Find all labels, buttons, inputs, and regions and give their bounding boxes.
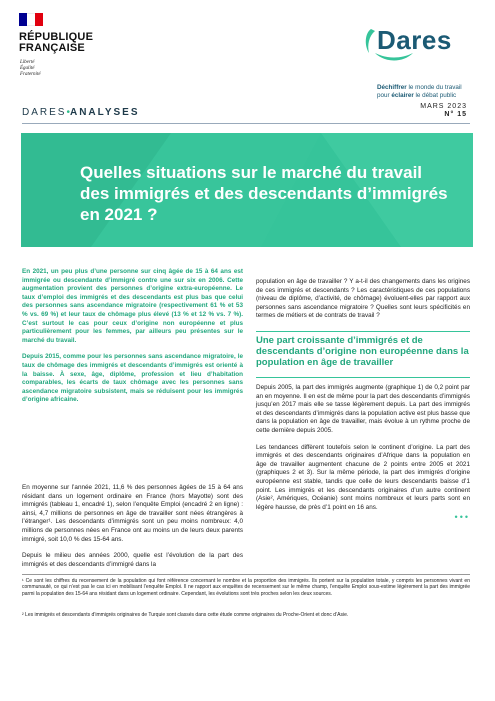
left-body <box>22 484 243 569</box>
republic-motto: Liberté Égalité Fraternité <box>20 60 41 77</box>
tagline-rest-2: le débat public <box>413 92 457 99</box>
flag-white-stripe <box>27 13 35 26</box>
republic-name: RÉPUBLIQUE FRANÇAISE <box>19 31 94 54</box>
series-name-a: DARES <box>22 107 67 118</box>
flag-red-stripe <box>35 13 43 26</box>
section-heading-block <box>256 335 470 368</box>
footnote-divider <box>22 574 470 575</box>
series-name-b: ANALYSES <box>69 107 140 118</box>
document-title: Quelles situations sur le marché du travail des immigrés et des descendants d’immigrés en 2021 ? <box>80 163 448 224</box>
issue-number: N° 15 <box>444 111 467 118</box>
intro-paragraph-1: En 2021, un peu plus d’une personne sur cinq âgée de 15 à 64 ans est immigrée ou descendante d’immigré contre une sur six en 2006. Cette augmentation provient des personnes d’origine extra-européenne. Le taux d’emploi des immigrés et des descendants est plus bas que celui des personnes sans ascendance migratoire (respectivement 61 % et 53 % vs. 69 %) et leur taux de chômage plus élevé (13 % et 12 % vs. 7 %). C’est surtout le cas pour ceux d’origine non européenne et plus particulièrement pour les femmes, par ailleurs peu présentes sur le marché du travail. <box>22 268 243 344</box>
french-flag-logo <box>19 13 43 26</box>
footnote-1: ¹ Ce sont les chiffres du recensement de la population qui font référence concernant le nombre et la proportion des immigrés. Ils portent sur la population totale, y compris les personnes vivant en communauté, ce qui n’est pas le cas ici en mobilisant l’enquête Emploi. Il ne rapport aux enquêtes de recensement sur le même champ, l’enquête Emploi sous-estime légèrement la part des immigrée parmi la population des 15-64 ans résidant dans un logement ordinaire. Cependant, les évolutions sont très proches selon les deux sources. <box>22 578 470 597</box>
header-divider <box>22 123 470 124</box>
footnote-2: ² Les immigrés et descendants d’immigrés originaires de Turquie sont classés dans cette étude comme originaires du Proche-Orient et donc d’Asie. <box>22 612 349 618</box>
left-column <box>22 268 243 405</box>
end-of-section-dots: ••• <box>454 512 470 523</box>
section-divider-top <box>256 331 470 332</box>
tagline-rest-1: le monde du travail <box>406 84 462 91</box>
body-paragraph-1: En moyenne sur l’année 2021, 11,6 % des personnes âgées de 15 à 64 ans résidant dans un logement ordinaire en France (hors Mayotte) sont des immigrés (tableau 1, encadré 1), selon l’enquête Emploi (encadré 2 en ligne) : ainsi, 4,7 millions de personnes en âge de travailler sont nées étrangères à l’étranger¹. Les descendants d’immigrés sont un peu moins nombreux: 4,0 millions de personnes nées en France ont au moins un de leurs deux parents immigré, soit 10,0 % des 15-64 ans. <box>22 484 243 543</box>
body-paragraph-3: population en âge de travailler ? Y a-t-il des changements dans les origines de ces immigrés et descendants ? Les caractéristiques de ces populations (niveau de diplôme, d’activité, de chômage) évoluent-elles par rapport aux personnes sans ascendance migratoire ? Quelles sont leurs spécificités en termes de métiers et de contrats de travail ? <box>256 278 470 320</box>
intro-paragraph-2: Depuis 2015, comme pour les personnes sans ascendance migratoire, le taux de chômage des immigrés et descendants d’immigrés est orienté à la baisse. À sexe, âge, diplôme, profession et lieu d’habitation comparables, les écarts de taux chômage avec les personnes sans ascendance migratoire subsistent, mais se réduisent pour les immigrés d’origine africaine. <box>22 353 243 404</box>
body-paragraph-4: Depuis 2005, la part des immigrés augmente (graphique 1) de 0,2 point par an en moyenne. Il en est de même pour la part des descendants d’immigrés jusqu’en 2017 mais elle se tasse légèrement depuis. La part des immigrés et des descendants d’immigrés dans la population active est plus basse que dans la population en âge de travailler, mais évolue à un rythme proche de cette dernière depuis 2005. <box>256 384 470 434</box>
tagline-bold-1: Déchiffrer <box>377 84 407 91</box>
flag-blue-stripe <box>19 13 27 26</box>
title-banner <box>21 133 473 247</box>
section-divider-bottom <box>256 377 470 378</box>
tagline-pre-2: pour <box>377 92 392 99</box>
body-paragraph-2: Depuis le milieu des années 2000, quelle est l’évolution de la part des immigrés et des descendants d’immigré dans la <box>22 552 243 568</box>
right-body <box>256 384 470 522</box>
series-name <box>22 107 140 118</box>
tagline-bold-2: éclairer <box>391 92 414 99</box>
section-heading: Une part croissante d’immigrés et de descendants d’origine non européenne dans la population en âge de travailler <box>256 335 469 368</box>
issue-date: MARS 2023 <box>420 103 467 110</box>
body-paragraph-5: Les tendances diffèrent toutefois selon le continent d’origine. La part des immigrés et des descendants originaires d’Afrique dans la population en âge de travailler augmentent chacune de 2 points entre 2005 et 2021 (graphiques 2 et 3). Sur la même période, la part des immigrés d’origine européenne est stable, tandis que celle de leurs descendants baisse d’1 point. Les immigrés et les descendants originaires d’un autre continent (Asie², Amériques, Océanie) sont moins nombreux et leurs parts sont en légère hausse, de près d’1 point en 16 ans. <box>256 443 470 511</box>
right-column-intro <box>256 278 470 321</box>
dares-tagline <box>377 84 462 100</box>
dares-logo <box>361 23 479 73</box>
series-separator: • <box>66 107 70 118</box>
dares-wordmark: Dares <box>377 25 452 55</box>
